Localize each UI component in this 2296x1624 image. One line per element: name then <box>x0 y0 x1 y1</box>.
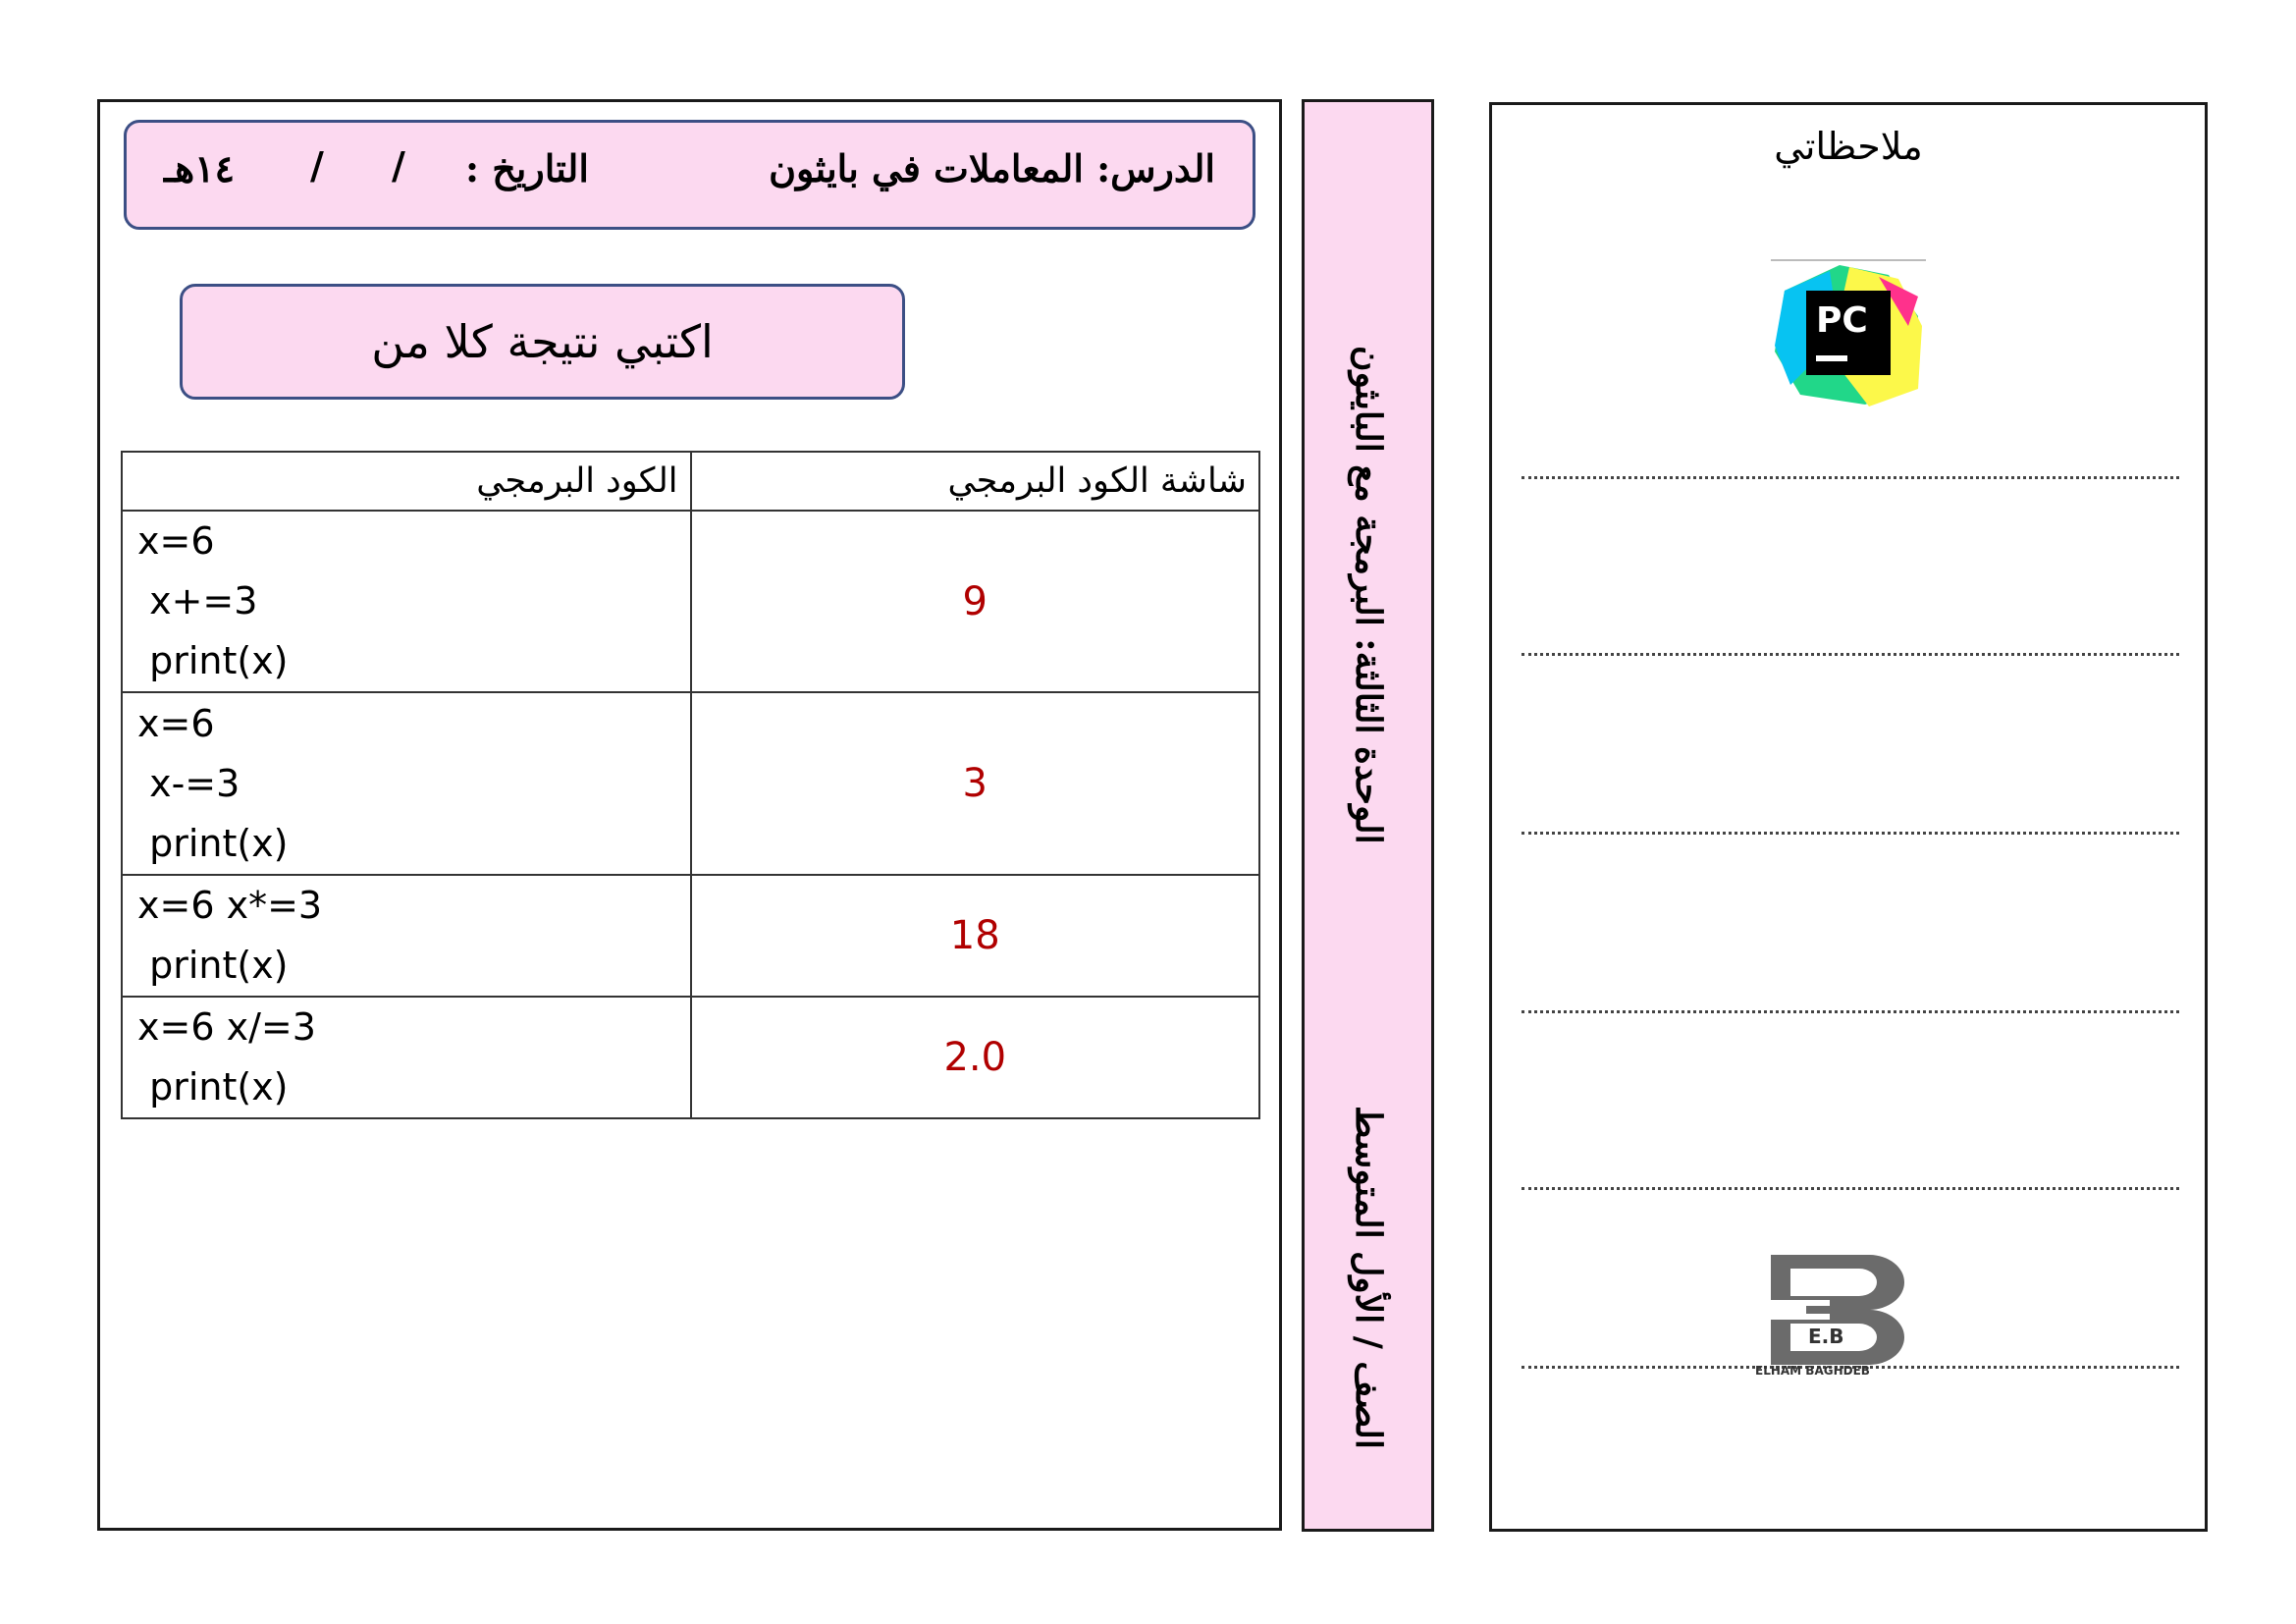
table-row <box>122 875 1259 997</box>
result-cell: 2.0 <box>691 997 1260 1118</box>
note-line <box>1522 653 2179 656</box>
eb-logo-text: E.B <box>1808 1325 1844 1348</box>
notes-title: ملاحظاتي <box>1774 125 1923 168</box>
table-header-row <box>122 452 1259 511</box>
eb-logo-icon <box>1751 1245 1918 1382</box>
table-row <box>122 692 1259 875</box>
lesson-header <box>124 120 1255 230</box>
note-line <box>1522 476 2179 479</box>
code-cell: x=6 x/=3 print(x) <box>122 997 691 1118</box>
result-cell: 9 <box>691 511 1260 692</box>
code-cell: x=6 x-=3 print(x) <box>122 692 691 875</box>
code-cell: x=6 x*=3 print(x) <box>122 875 691 997</box>
result-cell: 3 <box>691 692 1260 875</box>
unit-title: الوحدة الثالثة: البرمجة مع البايثون <box>1348 346 1389 844</box>
pycharm-logo-text: PC <box>1816 300 1868 341</box>
column-header-code: الكود البرمجي <box>122 452 691 511</box>
note-line <box>1522 1010 2179 1013</box>
instruction-text: اكتبي نتيجة كلا من <box>371 315 714 368</box>
note-line <box>1522 832 2179 835</box>
date-slash: / <box>392 144 405 188</box>
pycharm-logo-icon <box>1771 257 1926 412</box>
lesson-title: الدرس: المعاملات في بايثون <box>769 146 1215 190</box>
code-cell: x=6 x+=3 print(x) <box>122 511 691 692</box>
column-header-output: شاشة الكود البرمجي <box>691 452 1260 511</box>
code-table <box>121 451 1260 1119</box>
instruction-box <box>180 284 905 400</box>
table-row <box>122 997 1259 1118</box>
unit-band <box>1302 99 1434 1532</box>
date-slash: / <box>310 144 324 188</box>
grade-title: الصف / الأول المتوسط <box>1348 1106 1389 1449</box>
date-label: التاريخ : <box>465 146 589 190</box>
date-year: ١٤هـ <box>164 146 235 190</box>
note-line <box>1522 1187 2179 1190</box>
eb-logo-caption: ELHAM BAGHDEB <box>1755 1364 1870 1378</box>
table-row <box>122 511 1259 692</box>
result-cell: 18 <box>691 875 1260 997</box>
